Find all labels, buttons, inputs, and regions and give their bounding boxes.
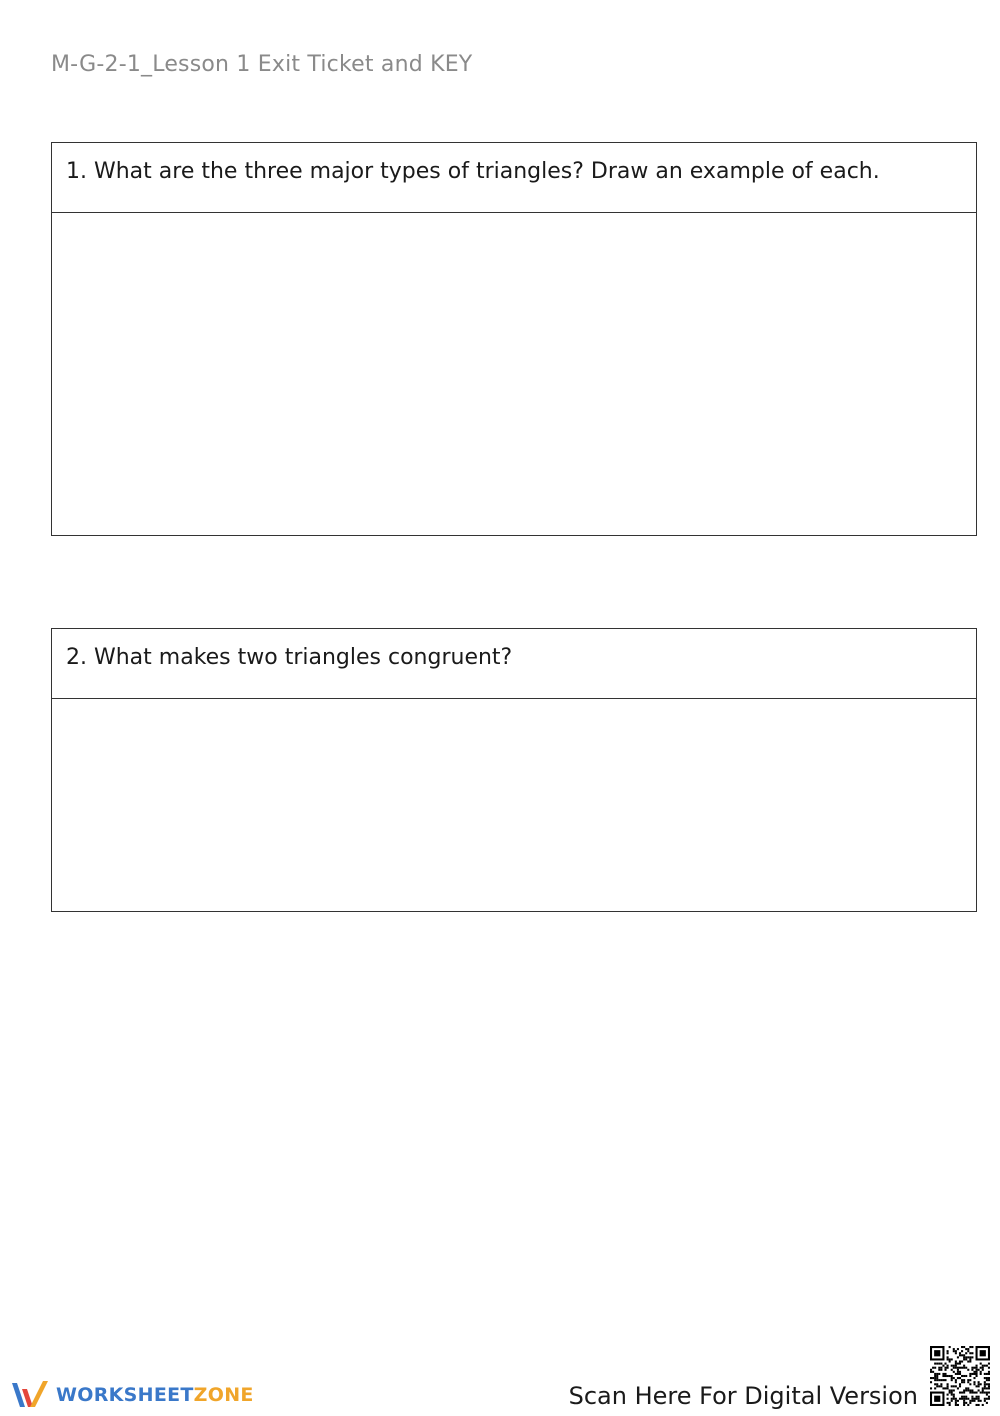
question-box-2 [51, 628, 977, 912]
answer-area-2[interactable] [52, 699, 976, 911]
question-box-1 [51, 142, 977, 536]
brand-name: WORKSHEETZONE [56, 1384, 254, 1406]
question-2-text: 2. What makes two triangles congruent? [52, 629, 976, 699]
worksheet-zone-logo [10, 1378, 254, 1412]
answer-area-1[interactable] [52, 213, 976, 535]
scan-label: Scan Here For Digital Version [568, 1382, 918, 1410]
document-title: M-G-2-1_Lesson 1 Exit Ticket and KEY [51, 52, 473, 77]
qr-code-icon[interactable] [930, 1346, 990, 1406]
worksheet-zone-logo-icon [10, 1379, 50, 1411]
question-1-text: 1. What are the three major types of triangles? Draw an example of each. [52, 143, 976, 213]
